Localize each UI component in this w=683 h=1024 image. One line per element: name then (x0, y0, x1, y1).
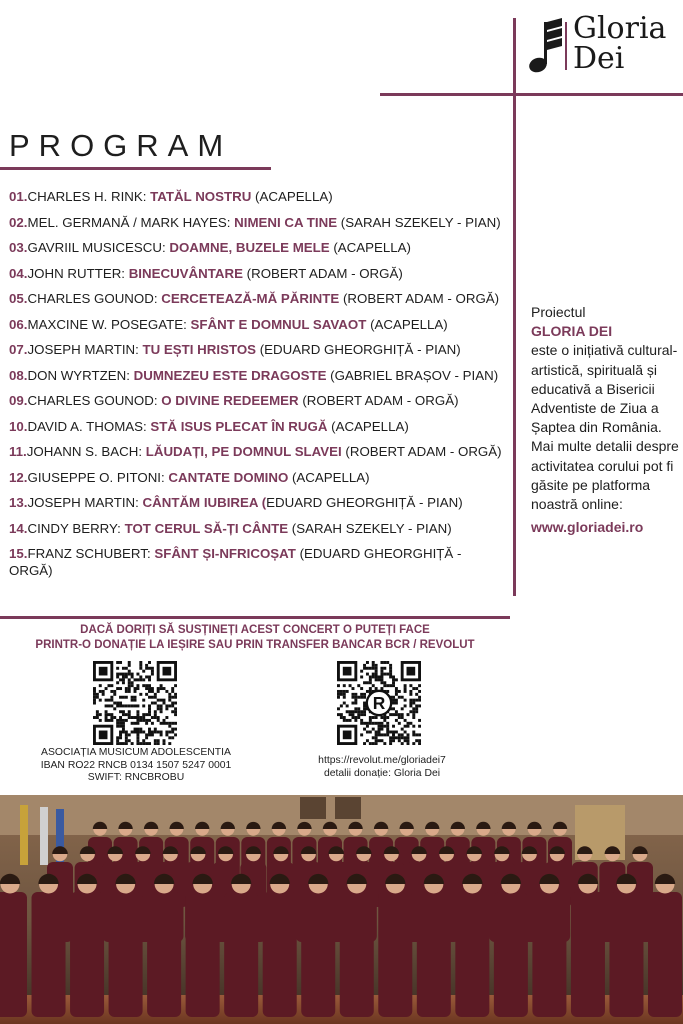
logo-wordmark (573, 11, 667, 76)
program-num: 06. (9, 316, 28, 332)
program-item (9, 239, 504, 256)
revolut-note: detalii donație: Gloria Dei (323, 767, 441, 779)
program-note: (ACAPELLA) (366, 316, 448, 332)
program-num: 05. (9, 291, 28, 306)
program-title: DUMNEZEU ESTE DRAGOSTE (133, 367, 327, 383)
program-note: (ACAPELLA) (327, 418, 409, 434)
choir-member (340, 892, 374, 1017)
program-composer: MEL. GERMANĂ / MARK HAYES: (27, 214, 235, 230)
program-title: TOT CERUL SĂ-ȚI CÂNTE (124, 520, 289, 536)
choir-member (147, 892, 181, 1017)
program-num: 07. (9, 342, 28, 357)
program-composer: JOSEPH MARTIN: (27, 495, 143, 510)
program-title: CÂNTĂM IUBIREA ( (142, 495, 267, 510)
program-num: 03. (9, 240, 28, 255)
program-num: 10. (9, 418, 28, 434)
program-note: (ROBERT ADAM - ORGĂ) (339, 291, 500, 306)
program-note: (SARAH SZEKELY - PIAN) (288, 520, 452, 536)
program-heading-underline (0, 167, 271, 170)
choir-member (417, 892, 451, 1017)
program-item (9, 316, 504, 333)
program-title: TATĂL NOSTRU (150, 189, 252, 204)
program-composer: DAVID A. THOMAS: (27, 418, 151, 434)
project-description (531, 303, 681, 537)
bank-iban: IBAN RO22 RNCB 0134 1507 5247 0001 (40, 759, 232, 771)
program-title: BINECUVÂNTARE (128, 265, 243, 281)
logo-divider (565, 22, 567, 70)
logo-line-1: Gloria (573, 11, 667, 46)
program-title: DOAMNE, BUZELE MELE (169, 240, 330, 255)
program-item (9, 367, 504, 384)
program-note: (ACAPELLA) (288, 469, 370, 485)
program-num: 08. (9, 367, 28, 383)
program-composer: FRANZ SCHUBERT: (27, 546, 155, 561)
program-item (9, 443, 504, 460)
header-divider (380, 93, 683, 96)
choir-member (224, 892, 258, 1017)
program-composer: JOSEPH MARTIN: (27, 342, 143, 357)
program-title: TU EȘTI HRISTOS (142, 342, 257, 357)
program-item (9, 341, 504, 358)
program-title: CERCETEAZĂ-MĂ PĂRINTE (161, 291, 340, 306)
program-num: 12. (9, 469, 28, 485)
choir-members (0, 822, 682, 1017)
program-composer: JOHN RUTTER: (27, 265, 129, 281)
choir-member (494, 892, 528, 1017)
program-num: 14. (9, 520, 28, 536)
program-item (9, 418, 504, 435)
choir-photo (0, 795, 683, 1024)
program-num: 11. (9, 444, 27, 459)
program-item (9, 290, 504, 307)
program-item (9, 392, 504, 409)
program-composer: JOHANN S. BACH: (26, 444, 146, 459)
program-composer: CHARLES H. RINK: (27, 189, 151, 204)
program-list (9, 188, 504, 588)
choir-member (455, 892, 489, 1017)
program-title: SFÂNT ȘI-NFRICOȘAT (154, 546, 296, 561)
revolut-qr-code[interactable] (337, 661, 421, 745)
program-title: O DIVINE REDEEMER (161, 393, 299, 408)
program-num: 01. (9, 189, 28, 204)
choir-member (609, 892, 643, 1017)
choir-member (186, 892, 220, 1017)
program-note: (ROBERT ADAM - ORGĂ) (298, 393, 459, 408)
program-item (9, 469, 504, 486)
program-heading: PROGRAM (9, 128, 233, 163)
choir-member (0, 892, 27, 1017)
project-intro: Proiectul (531, 304, 586, 320)
program-note: (ACAPELLA) (329, 240, 411, 255)
program-title: SFÂNT E DOMNUL SAVAOT (190, 316, 367, 332)
program-title: LĂUDAȚI, PE DOMNUL SLAVEI (145, 444, 342, 459)
project-brand: GLORIA DEI (531, 323, 613, 340)
program-title: NIMENI CA TINE (234, 214, 338, 230)
project-body: este o inițiativă cultural-artistică, spirituală și educativă a Bisericii Adventiste de Ziua a Șaptea din România. Mai multe detalii despre activitatea corului pot fi găsite pe platforma noastră online: (531, 342, 679, 513)
choir-member (571, 892, 605, 1017)
program-num: 09. (9, 393, 28, 408)
bank-account-name: ASOCIAȚIA MUSICUM ADOLESCENTIA (41, 747, 231, 758)
website-link[interactable]: www.gloriadei.ro (531, 519, 644, 536)
program-composer: GIUSEPPE O. PITONI: (27, 469, 169, 485)
choir-member (532, 892, 566, 1017)
revolut-details (297, 755, 467, 780)
program-item (9, 520, 504, 537)
program-num: 15. (9, 546, 28, 561)
program-note: (EDUARD GHEORGHIȚĂ - PIAN) (256, 342, 461, 357)
choir-member (263, 892, 297, 1017)
svg-text:R: R (372, 693, 386, 714)
donation-line-1: DACĂ DORIȚI SĂ SUSȚINEȚI ACEST CONCERT O PUTEȚI FACE (80, 624, 430, 636)
program-title: CANTATE DOMINO (168, 469, 289, 485)
choir-member (648, 892, 682, 1017)
program-composer: GAVRIIL MUSICESCU: (27, 240, 170, 255)
program-item (9, 265, 504, 282)
program-note: (EDUARD GHEORGHIȚĂ - ORGĂ) (9, 546, 462, 578)
logo-line-2: Dei (573, 41, 625, 76)
program-composer: DON WYRTZEN: (27, 367, 134, 383)
program-note: (GABRIEL BRAȘOV - PIAN) (326, 367, 499, 383)
bank-swift: SWIFT: RNCBROBU (87, 772, 185, 783)
program-note: (SARAH SZEKELY - PIAN) (337, 214, 501, 230)
donation-line-2: PRINTR-O DONAȚIE LA IEȘIRE SAU PRIN TRANSFER BANCAR BCR / REVOLUT (35, 639, 475, 651)
choir-member (301, 892, 335, 1017)
program-composer: CHARLES GOUNOD: (27, 291, 162, 306)
choir-member (378, 892, 412, 1017)
program-num: 04. (9, 265, 28, 281)
program-note: (ROBERT ADAM - ORGĂ) (242, 265, 403, 281)
program-item (9, 494, 504, 511)
program-note: (ACAPELLA) (251, 189, 333, 204)
program-note: EDUARD GHEORGHIȚĂ - PIAN) (266, 495, 463, 510)
program-item (9, 214, 504, 231)
choir-member (70, 892, 104, 1017)
program-composer: CINDY BERRY: (27, 520, 125, 536)
bank-details (20, 747, 252, 785)
vertical-divider (513, 18, 516, 596)
program-note: (ROBERT ADAM - ORGĂ) (341, 444, 502, 459)
choir-member (32, 892, 66, 1017)
program-item (9, 545, 504, 579)
choir-member (109, 892, 143, 1017)
revolut-url[interactable]: https://revolut.me/gloriadei7 (318, 755, 446, 766)
program-composer: CHARLES GOUNOD: (27, 393, 162, 408)
program-num: 13. (9, 495, 28, 510)
bank-qr-code[interactable] (93, 661, 177, 745)
program-num: 02. (9, 214, 28, 230)
music-note-icon (528, 18, 564, 76)
program-composer: MAXCINE W. POSEGATE: (27, 316, 191, 332)
program-title: STĂ ISUS PLECAT ÎN RUGĂ (150, 418, 328, 434)
program-item (9, 188, 504, 205)
donation-call (0, 623, 510, 653)
donation-divider (0, 616, 510, 619)
